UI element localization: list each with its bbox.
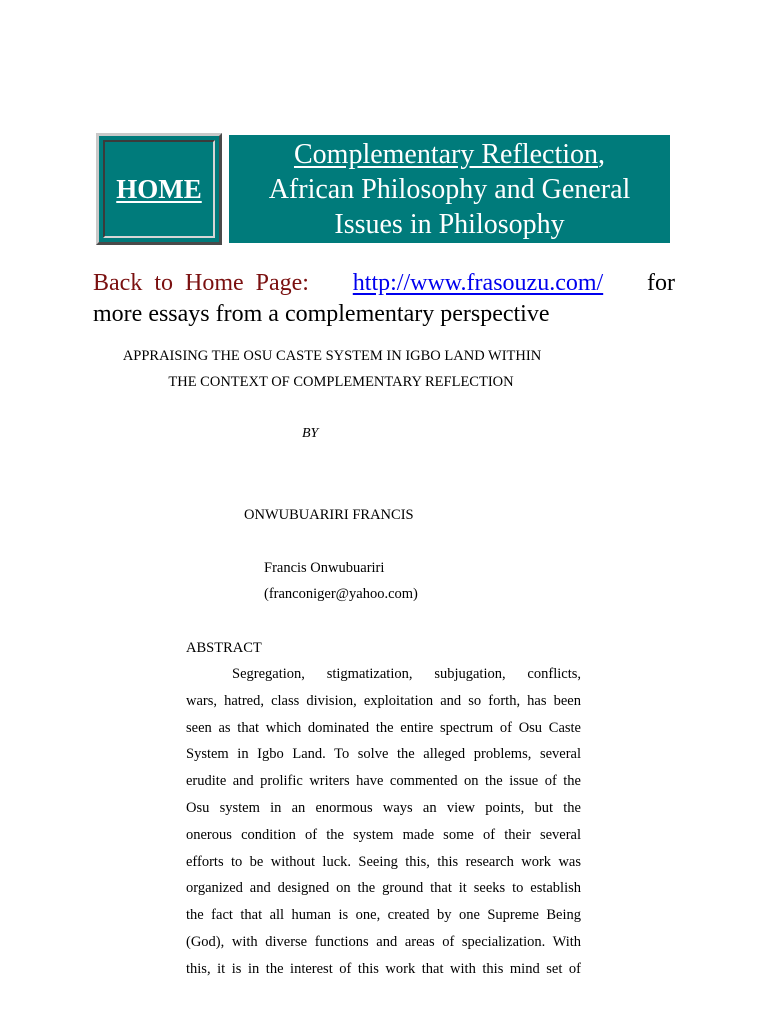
back-to-home	[93, 268, 675, 330]
back-to-home-row	[93, 268, 675, 299]
site-title-link[interactable]: Complementary Reflection	[293, 139, 599, 170]
site-title-line-2: African Philosophy and General	[268, 174, 631, 205]
abstract-line: erudite and prolific writers have commented on the issue of the	[186, 773, 581, 790]
abstract-line: efforts to be without luck. Seeing this, this research work was	[186, 853, 581, 870]
abstract-line: seen as that which dominated the entire spectrum of Osu Caste	[186, 719, 581, 736]
abstract-line: organized and designed on the ground that it seeks to establish	[186, 880, 581, 897]
abstract-line: the fact that all human is one, created by one Supreme Being	[186, 907, 581, 924]
home-button-inner	[103, 140, 215, 238]
site-title-banner	[229, 135, 670, 243]
back-to-home-line-2: more essays from a complementary perspective	[93, 301, 550, 327]
home-url-link[interactable]: http://www.frasouzu.com/	[352, 270, 604, 296]
abstract-line: System in Igbo Land. To solve the alleged problems, several	[186, 746, 581, 763]
paper-title-line-1: APPRAISING THE OSU CASTE SYSTEM IN IGBO LAND WITHIN	[122, 348, 542, 364]
abstract-line: (God), with diverse functions and areas of specialization. With	[186, 933, 581, 950]
abstract-heading: ABSTRACT	[186, 640, 262, 656]
abstract-line: Osu system in an enormous ways an view points, but the	[186, 799, 581, 816]
author-email: (franconiger@yahoo.com)	[264, 586, 418, 602]
abstract-line: this, it is in the interest of this work that with this mind set of	[186, 960, 581, 977]
site-title-line-1: Complementary Reflection,	[293, 139, 606, 170]
by-label: BY	[302, 426, 319, 441]
site-title-line-3: Issues in Philosophy	[334, 209, 565, 240]
author-name: Francis Onwubuariri	[264, 560, 385, 576]
abstract-line: onerous condition of the system made some of their several	[186, 826, 581, 843]
abstract-line: Segregation, stigmatization, subjugation, conflicts,	[232, 666, 581, 682]
abstract-body	[186, 661, 581, 983]
paper-title-line-2: THE CONTEXT OF COMPLEMENTARY REFLECTION	[168, 374, 514, 390]
abstract-line: wars, hatred, class division, exploitation and so forth, has been	[186, 692, 581, 709]
back-to-home-for: for	[647, 270, 675, 296]
author-caps: ONWUBUARIRI FRANCIS	[244, 507, 414, 523]
back-to-home-prefix: Back to Home Page:	[93, 270, 309, 296]
home-button[interactable]	[96, 133, 222, 245]
home-link[interactable]: HOME	[116, 173, 202, 204]
